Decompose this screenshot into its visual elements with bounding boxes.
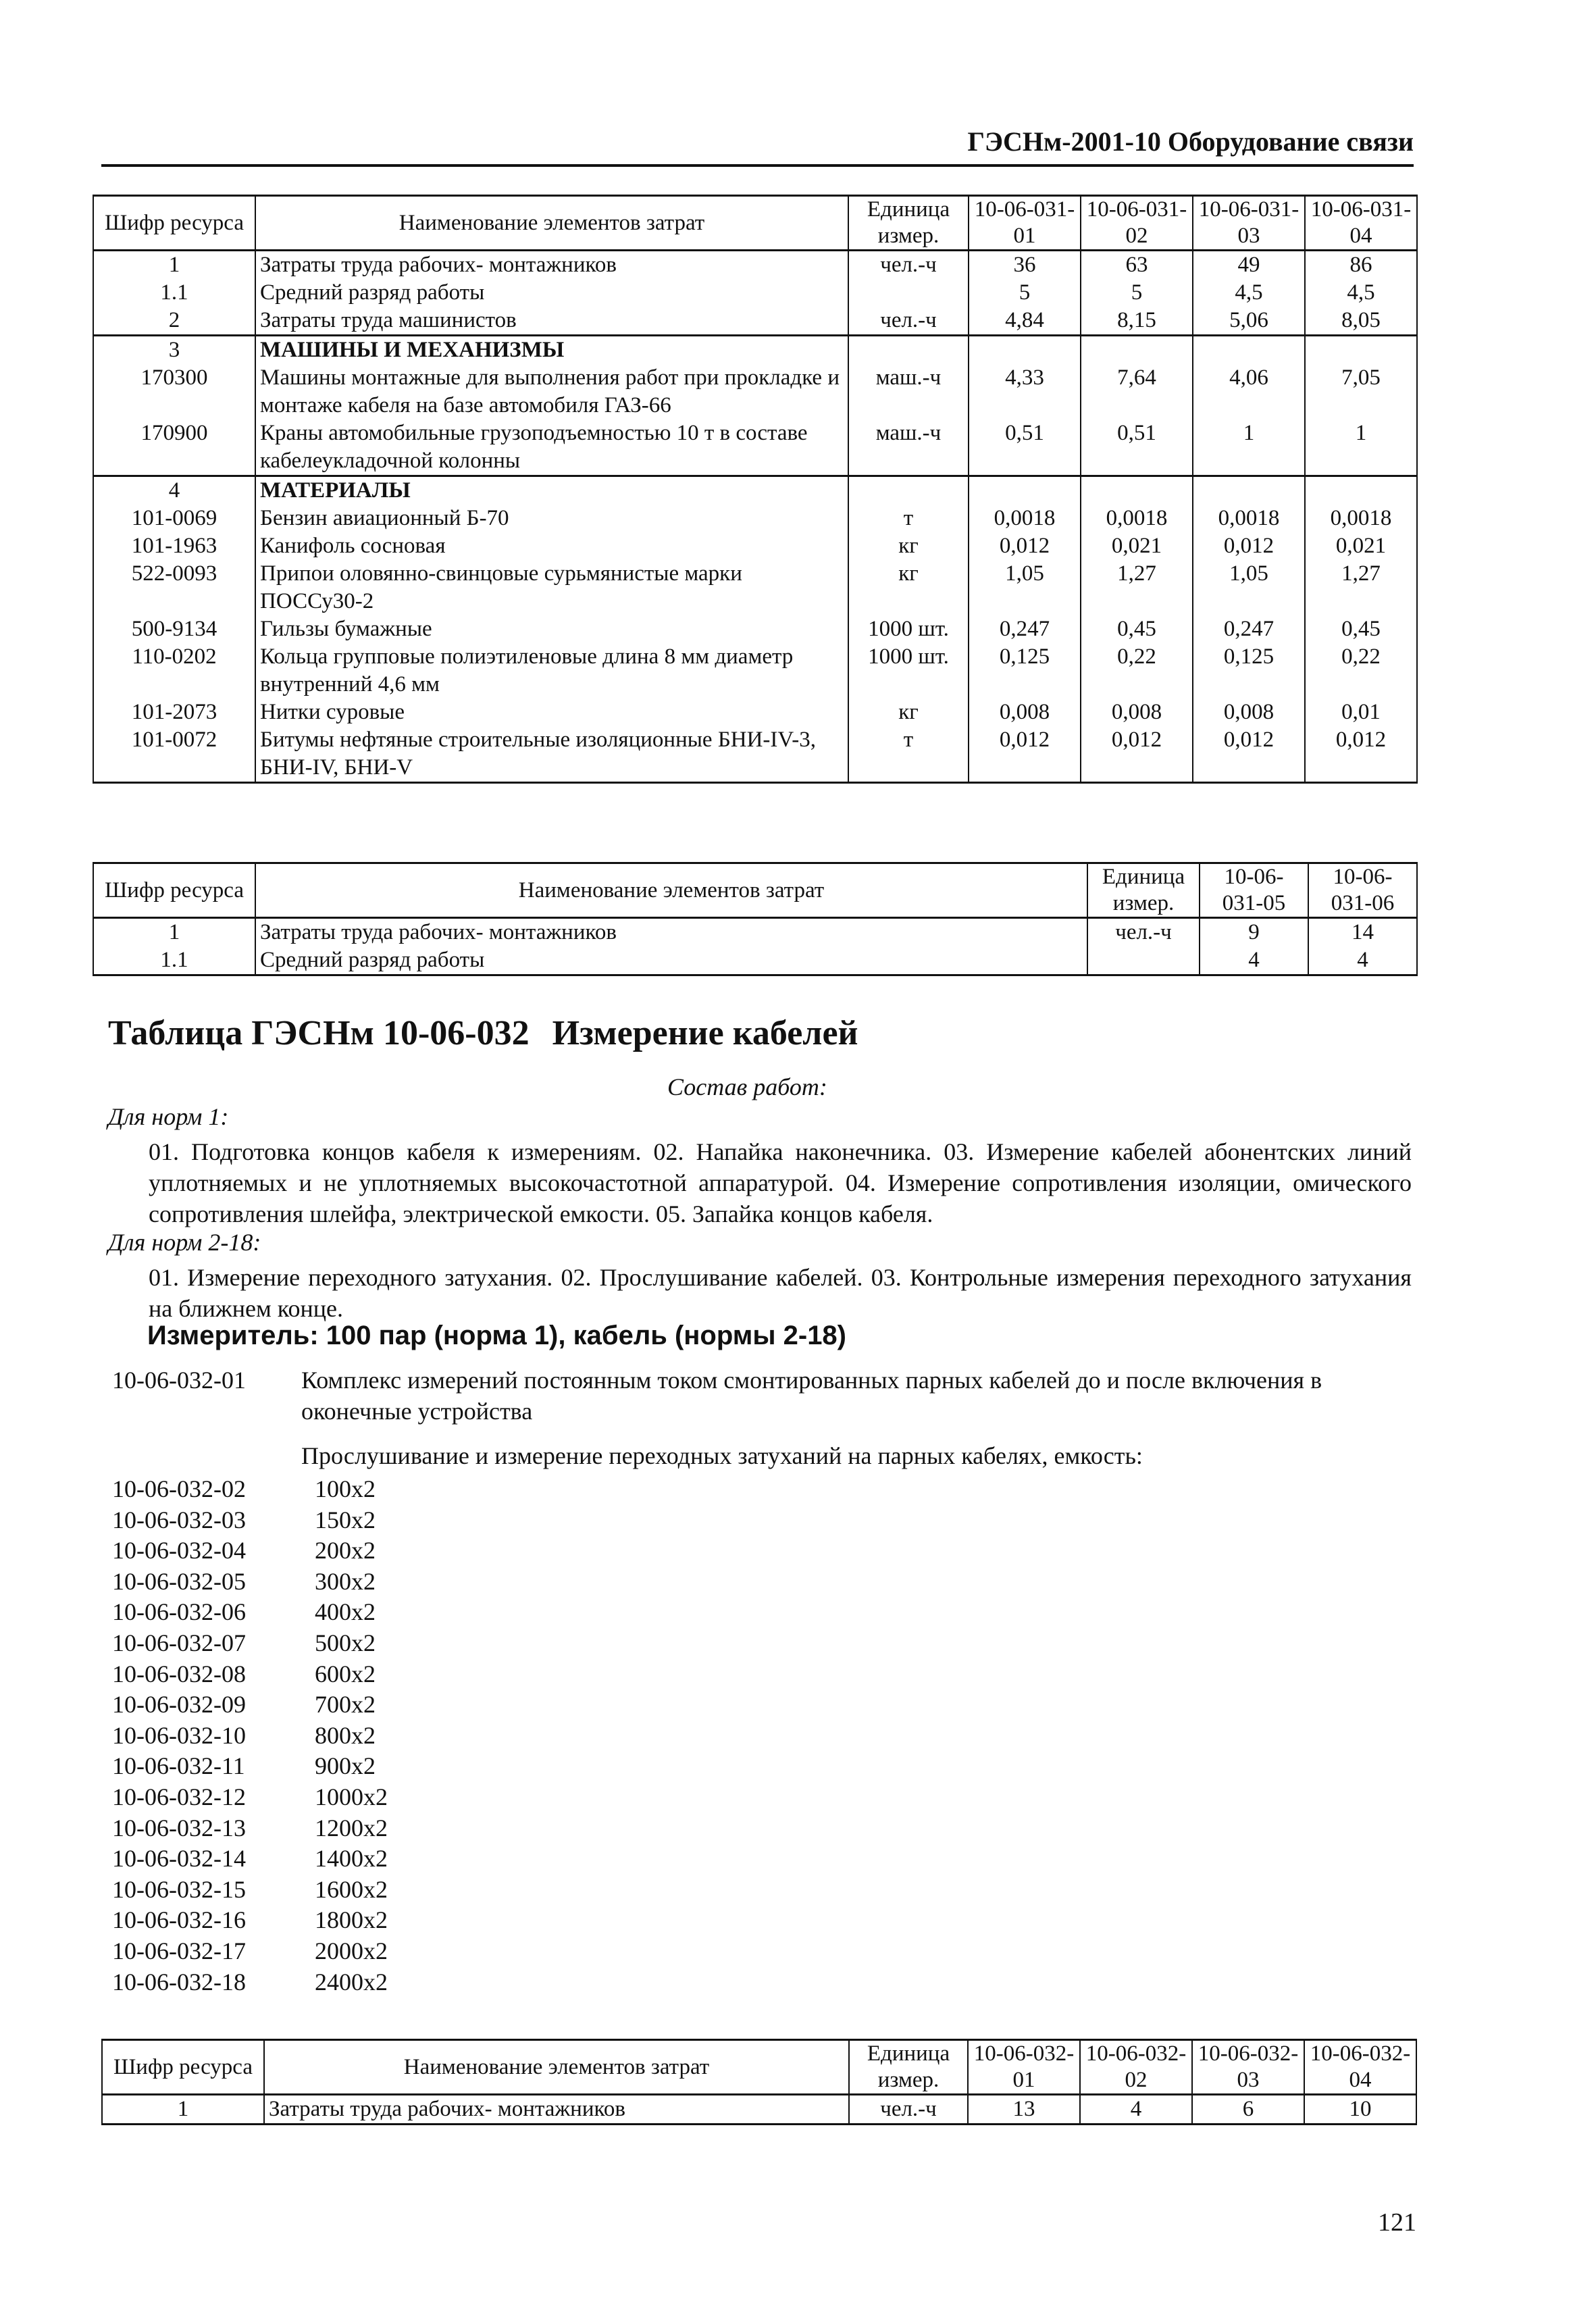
norm-value-cell: [1081, 336, 1193, 365]
unit-cell: маш.-ч: [848, 420, 969, 476]
norm-value-cell: 10: [1304, 2095, 1416, 2125]
norm-value-cell: 13: [968, 2095, 1080, 2125]
cost-element-name-cell: Затраты труда рабочих- монтажников: [255, 251, 848, 280]
unit-cell: [1087, 946, 1200, 975]
composition-label: Состав работ:: [667, 1073, 827, 1100]
norm-capacity: 2000x2: [315, 1937, 388, 1964]
norm-capacity: 1800x2: [315, 1906, 388, 1934]
table-row: [102, 2095, 1416, 2125]
table-row: [93, 364, 1417, 420]
norm-list-item: [112, 1474, 388, 1505]
unit-cell: чел.-ч: [1087, 918, 1200, 947]
norm-value-cell: 0,012: [969, 532, 1081, 560]
norm-value-cell: 86: [1305, 251, 1417, 280]
norm-code: 10-06-032-17: [112, 1937, 246, 1964]
norm-value-cell: [969, 336, 1081, 365]
norm-list-item: [112, 1689, 388, 1721]
norm-value-cell: 4: [1200, 946, 1308, 975]
norm-code: 10-06-032-05: [112, 1567, 246, 1595]
norm-value-cell: 0,0018: [1081, 505, 1193, 532]
cost-table-031-01-04: [93, 195, 1418, 784]
table-row: [93, 946, 1417, 975]
norm-value-cell: 1,05: [969, 560, 1081, 615]
running-header: ГЭСНм-2001-10 Оборудование связи: [101, 126, 1414, 167]
resource-code-cell: 101-0069: [93, 505, 255, 532]
cost-element-name-cell: Канифоль сосновая: [255, 532, 848, 560]
norm-value-cell: 4: [1308, 946, 1417, 975]
cost-element-name-cell: МАТЕРИАЛЫ: [255, 476, 848, 505]
col-header-norm: 10-06-031-01: [969, 196, 1081, 251]
norm-value-cell: 0,247: [1193, 615, 1305, 643]
norm-list-item: [112, 1597, 388, 1628]
norm-code: 10-06-032-18: [112, 1968, 246, 1996]
norm-value-cell: 0,51: [969, 420, 1081, 476]
col-header-unit: Единица измер.: [848, 196, 969, 251]
resource-code-cell: 101-0072: [93, 726, 255, 783]
cost-element-name-cell: Краны автомобильные грузоподъемностью 10 т в составе кабелеукладочной колонны: [255, 420, 848, 476]
norm-value-cell: 4,84: [969, 307, 1081, 336]
norm-capacity: 1400x2: [315, 1845, 388, 1873]
col-header-norm: 10-06-031-04: [1305, 196, 1417, 251]
norm-code: 10-06-032-08: [112, 1660, 246, 1687]
cost-element-name-cell: Затраты труда машинистов: [255, 307, 848, 336]
norm2-text: 01. Измерение переходного затухания. 02. Прослушивание кабелей. 03. Контрольные измерения переходного затухания на ближнем конце.: [149, 1264, 1412, 1322]
norm-value-cell: 0,247: [969, 615, 1081, 643]
unit-cell: кг: [848, 560, 969, 615]
cost-element-name-cell: Средний разряд работы: [255, 279, 848, 307]
resource-code-cell: 1.1: [93, 946, 255, 975]
norm-value-cell: 5: [1081, 279, 1193, 307]
resource-code-cell: 1: [102, 2095, 264, 2125]
col-header-norm: 10-06-032-03: [1192, 2040, 1304, 2095]
norm-value-cell: 4: [1080, 2095, 1192, 2125]
norm-value-cell: 7,05: [1305, 364, 1417, 420]
norm-code: 10-06-032-09: [112, 1691, 246, 1719]
cost-table-031-05-06: [93, 862, 1418, 976]
cost-element-name-cell: Кольца групповые полиэтиленовые длина 8 мм диаметр внутренний 4,6 мм: [255, 643, 848, 698]
cost-element-name-cell: Нитки суровые: [255, 698, 848, 726]
table-header-row: [102, 2040, 1416, 2095]
norm-value-cell: [1081, 476, 1193, 505]
norm-capacity: 300x2: [315, 1567, 376, 1595]
norm-value-cell: 4,33: [969, 364, 1081, 420]
resource-code-cell: 170300: [93, 364, 255, 420]
norm-capacity: 900x2: [315, 1752, 376, 1780]
resource-code-cell: 1.1: [93, 279, 255, 307]
cost-element-name-cell: Гильзы бумажные: [255, 615, 848, 643]
norm-list-item: [112, 1535, 388, 1567]
norm-code: 10-06-032-06: [112, 1598, 246, 1626]
norm-list-item: [112, 1721, 388, 1752]
norm1-text: 01. Подготовка концов кабеля к измерениям. 02. Напайка наконечника. 03. Измерение кабелей абонентских линий уплотняемых и не уплотняемых высокочастотной аппаратурой. 04. Измерение сопротивления изоляции, омического сопротивления шлейфа, электрической емкости. 05. Запайка концов кабеля.: [149, 1138, 1412, 1227]
resource-code-cell: 110-0202: [93, 643, 255, 698]
resource-code-cell: 1: [93, 251, 255, 280]
col-header-unit: Единица измер.: [1087, 863, 1200, 918]
cost-element-name-cell: Битумы нефтяные строительные изоляционные БНИ-IV-3, БНИ-IV, БНИ-V: [255, 726, 848, 783]
norm-list-item: [112, 1875, 388, 1906]
col-header-norm: 10-06-032-02: [1080, 2040, 1192, 2095]
table-row: [93, 532, 1417, 560]
norm-value-cell: [1193, 476, 1305, 505]
table-row: [93, 307, 1417, 336]
section-title-code: Таблица ГЭСНм 10-06-032: [108, 1014, 530, 1052]
unit-cell: [848, 336, 969, 365]
section-title-name: Измерение кабелей: [552, 1014, 858, 1052]
norm-code: 10-06-032-03: [112, 1506, 246, 1533]
norm-list-item: [112, 1936, 388, 1967]
norm-capacity: 400x2: [315, 1598, 376, 1626]
norm-list: [112, 1474, 388, 1998]
table-header-row: [93, 863, 1417, 918]
table-row: [93, 476, 1417, 505]
cost-element-name-cell: Машины монтажные для выполнения работ при прокладке и монтаже кабеля на базе автомобиля ГАЗ-66: [255, 364, 848, 420]
resource-code-cell: 2: [93, 307, 255, 336]
resource-code-cell: 522-0093: [93, 560, 255, 615]
norm2-label: Для норм 2-18:: [108, 1229, 261, 1256]
norm-value-cell: 0,012: [969, 726, 1081, 783]
norm-code: 10-06-032-02: [112, 1475, 246, 1502]
unit-cell: [848, 279, 969, 307]
norm-value-cell: 0,008: [1081, 698, 1193, 726]
norm-value-cell: 0,021: [1305, 532, 1417, 560]
norm-code: 10-06-032-10: [112, 1721, 246, 1749]
norm-value-cell: 0,45: [1081, 615, 1193, 643]
norm-value-cell: 5,06: [1193, 307, 1305, 336]
unit-cell: чел.-ч: [848, 307, 969, 336]
norm-capacity: 150x2: [315, 1506, 376, 1533]
norm-capacity: 700x2: [315, 1691, 376, 1719]
norm-value-cell: 49: [1193, 251, 1305, 280]
norm-value-cell: 0,012: [1081, 726, 1193, 783]
norm-list-item: [112, 1967, 388, 1998]
col-header-name: Наименование элементов затрат: [255, 863, 1087, 918]
norm-value-cell: 0,0018: [969, 505, 1081, 532]
norm-list-item: [112, 1813, 388, 1844]
norm-capacity: 1200x2: [315, 1814, 388, 1841]
norm-value-cell: 0,0018: [1305, 505, 1417, 532]
norm-code: 10-06-032-07: [112, 1629, 246, 1656]
norm-value-cell: 8,05: [1305, 307, 1417, 336]
norm-capacity: 200x2: [315, 1537, 376, 1565]
col-header-code: Шифр ресурса: [93, 863, 255, 918]
norm-list-item: [112, 1751, 388, 1782]
norm-value-cell: 4,5: [1193, 279, 1305, 307]
norm-value-cell: 0,012: [1193, 532, 1305, 560]
unit-cell: 1000 шт.: [848, 643, 969, 698]
norm-code: 10-06-032-16: [112, 1906, 246, 1934]
norm-capacity: 2400x2: [315, 1968, 388, 1996]
norm-value-cell: 5: [969, 279, 1081, 307]
unit-cell: кг: [848, 698, 969, 726]
resource-code-cell: 3: [93, 336, 255, 365]
resource-code-cell: 170900: [93, 420, 255, 476]
norm-value-cell: [969, 476, 1081, 505]
norm-value-cell: 63: [1081, 251, 1193, 280]
meter-line: Измеритель: 100 пар (норма 1), кабель (нормы 2-18): [147, 1321, 846, 1350]
norm-value-cell: 6: [1192, 2095, 1304, 2125]
norm-value-cell: 0,0018: [1193, 505, 1305, 532]
item1-code: 10-06-032-01: [112, 1367, 246, 1394]
col-header-norm: 10-06-031-02: [1081, 196, 1193, 251]
cost-element-name-cell: Средний разряд работы: [255, 946, 1087, 975]
norm-value-cell: 8,15: [1081, 307, 1193, 336]
norm-value-cell: 1,27: [1081, 560, 1193, 615]
norm-value-cell: 0,125: [969, 643, 1081, 698]
table-row: [93, 279, 1417, 307]
norm-value-cell: 7,64: [1081, 364, 1193, 420]
col-header-norm: 10-06-031-06: [1308, 863, 1417, 918]
section-title: [108, 1013, 858, 1053]
norm-code: 10-06-032-13: [112, 1814, 246, 1841]
norm-code: 10-06-032-11: [112, 1752, 245, 1780]
resource-code-cell: 101-2073: [93, 698, 255, 726]
norm-value-cell: [1305, 476, 1417, 505]
norm-value-cell: 4,5: [1305, 279, 1417, 307]
resource-code-cell: 101-1963: [93, 532, 255, 560]
table-row: [93, 643, 1417, 698]
table-row: [93, 560, 1417, 615]
resource-code-cell: 1: [93, 918, 255, 947]
cost-element-name-cell: Затраты труда рабочих- монтажников: [255, 918, 1087, 947]
group-text: Прослушивание и измерение переходных затуханий на парных кабелях, емкость:: [301, 1442, 1143, 1469]
norm-list-item: [112, 1567, 388, 1598]
col-header-norm: 10-06-032-01: [968, 2040, 1080, 2095]
norm-value-cell: 14: [1308, 918, 1417, 947]
norm-value-cell: [1193, 336, 1305, 365]
norm-capacity: 500x2: [315, 1629, 376, 1656]
unit-cell: [848, 476, 969, 505]
norm-code: 10-06-032-12: [112, 1783, 246, 1810]
cost-element-name-cell: МАШИНЫ И МЕХАНИЗМЫ: [255, 336, 848, 365]
norm-list-item: [112, 1505, 388, 1536]
norm-value-cell: 0,008: [969, 698, 1081, 726]
norm-list-item: [112, 1905, 388, 1936]
norm-value-cell: 0,125: [1193, 643, 1305, 698]
resource-code-cell: 500-9134: [93, 615, 255, 643]
unit-cell: кг: [848, 532, 969, 560]
norm-value-cell: 9: [1200, 918, 1308, 947]
unit-cell: чел.-ч: [848, 251, 969, 280]
norm-value-cell: 0,45: [1305, 615, 1417, 643]
norm-capacity: 1000x2: [315, 1783, 388, 1810]
norm-code: 10-06-032-14: [112, 1845, 246, 1873]
norm-list-item: [112, 1628, 388, 1659]
cost-element-name-cell: Припои оловянно-свинцовые сурьмянистые марки ПОССу30-2: [255, 560, 848, 615]
table-row: [93, 420, 1417, 476]
norm-capacity: 600x2: [315, 1660, 376, 1687]
col-header-norm: 10-06-032-04: [1304, 2040, 1416, 2095]
norm-value-cell: 36: [969, 251, 1081, 280]
norm-value-cell: 0,021: [1081, 532, 1193, 560]
norm-list-item: [112, 1659, 388, 1690]
table-row: [93, 698, 1417, 726]
cost-element-name-cell: Бензин авиационный Б-70: [255, 505, 848, 532]
table-row: [93, 336, 1417, 365]
norm-value-cell: 0,012: [1193, 726, 1305, 783]
norm-value-cell: 1: [1193, 420, 1305, 476]
norm-value-cell: 0,012: [1305, 726, 1417, 783]
norm-value-cell: 4,06: [1193, 364, 1305, 420]
norm-value-cell: 0,51: [1081, 420, 1193, 476]
table-header-row: [93, 196, 1417, 251]
table-row: [93, 726, 1417, 783]
cost-element-name-cell: Затраты труда рабочих- монтажников: [264, 2095, 849, 2125]
norm-capacity: 100x2: [315, 1475, 376, 1502]
col-header-code: Шифр ресурса: [102, 2040, 264, 2095]
table-row: [93, 251, 1417, 280]
norm-capacity: 1600x2: [315, 1875, 388, 1903]
unit-cell: 1000 шт.: [848, 615, 969, 643]
col-header-name: Наименование элементов затрат: [255, 196, 848, 251]
page-number: 121: [1378, 2208, 1416, 2237]
norm-list-item: [112, 1844, 388, 1875]
norm-code: 10-06-032-04: [112, 1537, 246, 1565]
norm-value-cell: 0,22: [1305, 643, 1417, 698]
resource-code-cell: 4: [93, 476, 255, 505]
norm-value-cell: [1305, 336, 1417, 365]
col-header-code: Шифр ресурса: [93, 196, 255, 251]
col-header-norm: 10-06-031-05: [1200, 863, 1308, 918]
norm-value-cell: 0,01: [1305, 698, 1417, 726]
norm-value-cell: 0,22: [1081, 643, 1193, 698]
norm-value-cell: 1: [1305, 420, 1417, 476]
col-header-norm: 10-06-031-03: [1193, 196, 1305, 251]
norm-list-item: [112, 1782, 388, 1813]
norm-value-cell: 0,008: [1193, 698, 1305, 726]
table-row: [93, 505, 1417, 532]
cost-table-032-01-04: [101, 2039, 1417, 2125]
col-header-unit: Единица измер.: [849, 2040, 968, 2095]
norm-value-cell: 1,05: [1193, 560, 1305, 615]
norm-capacity: 800x2: [315, 1721, 376, 1749]
item1-text: Комплекс измерений постоянным током смонтированных парных кабелей до и после включения в оконечные устройства: [301, 1367, 1322, 1425]
table-row: [93, 615, 1417, 643]
unit-cell: маш.-ч: [848, 364, 969, 420]
col-header-name: Наименование элементов затрат: [264, 2040, 849, 2095]
unit-cell: т: [848, 505, 969, 532]
unit-cell: чел.-ч: [849, 2095, 968, 2125]
unit-cell: т: [848, 726, 969, 783]
norm1-label: Для норм 1:: [108, 1103, 229, 1130]
table-row: [93, 918, 1417, 947]
norm-code: 10-06-032-15: [112, 1875, 246, 1903]
norm-value-cell: 1,27: [1305, 560, 1417, 615]
